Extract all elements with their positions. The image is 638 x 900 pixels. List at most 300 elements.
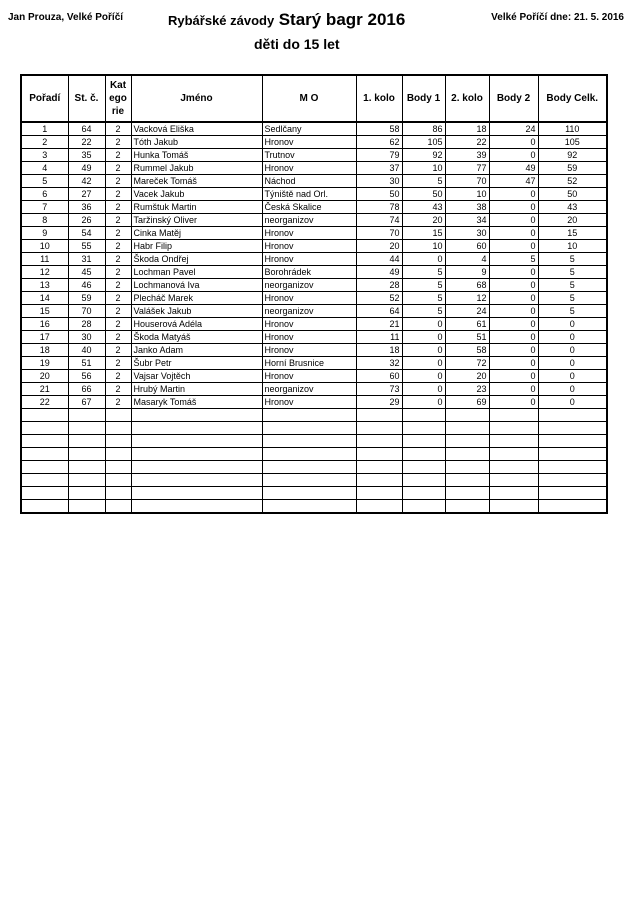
empty-cell [356,500,402,514]
empty-cell [131,500,262,514]
empty-cell [445,435,489,448]
cell-celk: 105 [538,136,607,149]
cell-kolo1: 73 [356,383,402,396]
cell-body1: 5 [402,175,445,188]
cell-celk: 92 [538,149,607,162]
cell-mo: Česká Skalice [262,201,356,214]
cell-jmeno: Vacek Jakub [131,188,262,201]
cell-mo: Hronov [262,396,356,409]
cell-celk: 0 [538,357,607,370]
cell-kat: 2 [105,149,131,162]
cell-mo: neorganizov [262,383,356,396]
cell-mo: Hronov [262,240,356,253]
cell-kolo1: 29 [356,396,402,409]
cell-mo: Borohrádek [262,266,356,279]
cell-jmeno: Lochmanová Iva [131,279,262,292]
cell-kolo2: 70 [445,175,489,188]
cell-st: 70 [68,305,105,318]
cell-kat: 2 [105,227,131,240]
cell-kolo2: 77 [445,162,489,175]
table-row [21,214,607,227]
cell-st: 27 [68,188,105,201]
cell-body1: 0 [402,370,445,383]
cell-mo: Hronov [262,162,356,175]
table-body [21,122,607,513]
cell-body2: 0 [489,344,538,357]
empty-cell [21,409,68,422]
empty-row [21,500,607,514]
cell-jmeno: Masaryk Tomáš [131,396,262,409]
empty-cell [105,448,131,461]
cell-jmeno: Taržinský Oliver [131,214,262,227]
table-row [21,344,607,357]
empty-cell [445,500,489,514]
cell-body1: 5 [402,279,445,292]
cell-body2: 0 [489,305,538,318]
cell-poradi: 3 [21,149,68,162]
empty-cell [356,448,402,461]
empty-row [21,461,607,474]
col-header-kategorie-line1: Kat [109,80,127,91]
cell-mo: Horní Brusnice [262,357,356,370]
cell-st: 26 [68,214,105,227]
empty-cell [105,500,131,514]
col-header-kategorie-line3: rie [111,106,125,117]
cell-st: 35 [68,149,105,162]
cell-mo: Hronov [262,344,356,357]
cell-body1: 20 [402,214,445,227]
cell-kat: 2 [105,122,131,136]
empty-cell [538,435,607,448]
cell-kolo2: 18 [445,122,489,136]
cell-kolo2: 10 [445,188,489,201]
cell-kolo1: 20 [356,240,402,253]
cell-st: 30 [68,331,105,344]
cell-mo: Hronov [262,318,356,331]
cell-poradi: 9 [21,227,68,240]
cell-kolo2: 20 [445,370,489,383]
empty-cell [262,461,356,474]
cell-mo: neorganizov [262,279,356,292]
empty-cell [489,474,538,487]
empty-cell [445,409,489,422]
cell-kolo1: 58 [356,122,402,136]
table-row [21,331,607,344]
empty-cell [402,448,445,461]
empty-cell [21,435,68,448]
empty-cell [445,448,489,461]
empty-cell [402,474,445,487]
table-row [21,162,607,175]
cell-body2: 0 [489,266,538,279]
cell-body1: 5 [402,266,445,279]
cell-kolo1: 79 [356,149,402,162]
cell-st: 64 [68,122,105,136]
empty-row [21,409,607,422]
cell-poradi: 6 [21,188,68,201]
empty-cell [68,435,105,448]
cell-jmeno: Škoda Matyáš [131,331,262,344]
empty-cell [262,474,356,487]
empty-cell [402,500,445,514]
cell-poradi: 7 [21,201,68,214]
empty-cell [356,461,402,474]
empty-cell [21,474,68,487]
cell-body1: 0 [402,331,445,344]
cell-kolo1: 70 [356,227,402,240]
cell-celk: 52 [538,175,607,188]
col-header-body1: Body 1 [402,75,445,122]
cell-jmeno: Vacková Eliška [131,122,262,136]
cell-kolo1: 64 [356,305,402,318]
cell-jmeno: Mareček Tomáš [131,175,262,188]
cell-body2: 0 [489,149,538,162]
cell-kolo1: 44 [356,253,402,266]
results-table [20,74,608,514]
cell-jmeno: Hunka Tomáš [131,149,262,162]
cell-celk: 0 [538,344,607,357]
cell-mo: Trutnov [262,149,356,162]
table-row [21,266,607,279]
cell-poradi: 13 [21,279,68,292]
empty-cell [68,474,105,487]
cell-kolo2: 60 [445,240,489,253]
empty-cell [489,461,538,474]
empty-cell [262,422,356,435]
table-row [21,292,607,305]
table-row [21,383,607,396]
cell-body2: 0 [489,136,538,149]
cell-st: 66 [68,383,105,396]
empty-cell [131,448,262,461]
cell-kolo1: 11 [356,331,402,344]
cell-body2: 0 [489,227,538,240]
cell-body2: 0 [489,188,538,201]
cell-body1: 0 [402,383,445,396]
cell-kat: 2 [105,175,131,188]
cell-kolo2: 72 [445,357,489,370]
cell-body1: 10 [402,240,445,253]
empty-cell [68,461,105,474]
cell-kolo1: 62 [356,136,402,149]
empty-cell [356,487,402,500]
cell-celk: 0 [538,331,607,344]
cell-body2: 0 [489,370,538,383]
col-header-kolo1: 1. kolo [356,75,402,122]
cell-poradi: 12 [21,266,68,279]
cell-celk: 5 [538,253,607,266]
empty-cell [356,409,402,422]
cell-body2: 47 [489,175,538,188]
cell-kolo2: 61 [445,318,489,331]
cell-kat: 2 [105,383,131,396]
cell-celk: 43 [538,201,607,214]
empty-cell [131,487,262,500]
cell-kolo2: 69 [445,396,489,409]
cell-st: 67 [68,396,105,409]
empty-cell [445,422,489,435]
cell-mo: Hronov [262,331,356,344]
empty-cell [105,422,131,435]
cell-kat: 2 [105,214,131,227]
title-main: Starý bagr 2016 [278,10,406,29]
cell-body2: 5 [489,253,538,266]
empty-cell [131,461,262,474]
empty-cell [445,487,489,500]
empty-cell [538,461,607,474]
col-header-poradi: Pořadí [21,75,68,122]
cell-mo: Sedlčany [262,122,356,136]
empty-cell [402,487,445,500]
empty-cell [68,448,105,461]
cell-jmeno: Cinka Matěj [131,227,262,240]
cell-body1: 43 [402,201,445,214]
empty-cell [489,435,538,448]
empty-cell [538,448,607,461]
col-header-st: St. č. [68,75,105,122]
cell-st: 54 [68,227,105,240]
cell-kolo1: 60 [356,370,402,383]
cell-jmeno: Janko Adam [131,344,262,357]
cell-body2: 0 [489,279,538,292]
col-header-kolo2: 2. kolo [445,75,489,122]
cell-body2: 24 [489,122,538,136]
cell-celk: 5 [538,266,607,279]
cell-poradi: 16 [21,318,68,331]
cell-body1: 5 [402,305,445,318]
empty-cell [105,435,131,448]
cell-body2: 0 [489,331,538,344]
empty-cell [21,487,68,500]
cell-kolo1: 78 [356,201,402,214]
cell-body2: 0 [489,201,538,214]
cell-poradi: 17 [21,331,68,344]
cell-st: 46 [68,279,105,292]
cell-body2: 0 [489,383,538,396]
cell-celk: 0 [538,370,607,383]
cell-body1: 10 [402,162,445,175]
cell-kat: 2 [105,318,131,331]
cell-kat: 2 [105,279,131,292]
col-header-jmeno: Jméno [131,75,262,122]
cell-mo: Hronov [262,370,356,383]
empty-cell [402,461,445,474]
empty-row [21,435,607,448]
cell-body1: 86 [402,122,445,136]
empty-cell [68,409,105,422]
empty-cell [538,422,607,435]
cell-body2: 49 [489,162,538,175]
empty-cell [489,487,538,500]
empty-cell [131,422,262,435]
col-header-kategorie [105,75,131,122]
empty-cell [445,474,489,487]
empty-cell [356,435,402,448]
cell-jmeno: Tóth Jakub [131,136,262,149]
cell-kolo1: 50 [356,188,402,201]
cell-mo: Týniště nad Orl. [262,188,356,201]
category-subtitle: děti do 15 let [254,36,340,52]
empty-cell [21,500,68,514]
cell-kolo1: 37 [356,162,402,175]
col-header-celk: Body Celk. [538,75,607,122]
cell-celk: 0 [538,383,607,396]
cell-body1: 105 [402,136,445,149]
cell-kolo1: 18 [356,344,402,357]
empty-row [21,474,607,487]
cell-st: 49 [68,162,105,175]
cell-st: 28 [68,318,105,331]
table-row [21,396,607,409]
empty-cell [262,409,356,422]
cell-kat: 2 [105,253,131,266]
cell-mo: Náchod [262,175,356,188]
cell-celk: 59 [538,162,607,175]
cell-kat: 2 [105,240,131,253]
cell-poradi: 11 [21,253,68,266]
empty-cell [68,422,105,435]
empty-cell [445,461,489,474]
cell-kat: 2 [105,344,131,357]
cell-kolo2: 24 [445,305,489,318]
cell-jmeno: Rumštuk Martin [131,201,262,214]
table-row [21,136,607,149]
cell-kolo1: 30 [356,175,402,188]
table-row [21,279,607,292]
cell-jmeno: Hrubý Martin [131,383,262,396]
cell-poradi: 8 [21,214,68,227]
cell-kat: 2 [105,266,131,279]
date-label: Velké Poříčí dne: 21. 5. 2016 [491,12,624,23]
table-row [21,188,607,201]
cell-kolo2: 39 [445,149,489,162]
table-row [21,227,607,240]
cell-jmeno: Šubr Petr [131,357,262,370]
cell-celk: 5 [538,292,607,305]
cell-body1: 50 [402,188,445,201]
empty-cell [356,422,402,435]
cell-body1: 92 [402,149,445,162]
cell-st: 42 [68,175,105,188]
organizer-label: Jan Prouza, Velké Poříčí [8,12,124,23]
empty-cell [262,435,356,448]
empty-cell [131,435,262,448]
cell-st: 45 [68,266,105,279]
table-row [21,253,607,266]
empty-cell [489,500,538,514]
cell-kat: 2 [105,201,131,214]
cell-body1: 0 [402,253,445,266]
empty-cell [105,409,131,422]
col-header-mo: M O [262,75,356,122]
cell-celk: 50 [538,188,607,201]
empty-cell [105,474,131,487]
empty-cell [489,422,538,435]
empty-cell [21,448,68,461]
cell-kolo2: 51 [445,331,489,344]
empty-cell [131,474,262,487]
cell-celk: 20 [538,214,607,227]
empty-cell [21,422,68,435]
cell-kat: 2 [105,188,131,201]
table-row [21,357,607,370]
cell-kat: 2 [105,396,131,409]
cell-kolo2: 9 [445,266,489,279]
title-prefix: Rybářské závody [168,13,275,28]
table-row [21,318,607,331]
table-row [21,122,607,136]
cell-kolo1: 28 [356,279,402,292]
cell-jmeno: Habr Filip [131,240,262,253]
cell-st: 31 [68,253,105,266]
cell-kolo1: 49 [356,266,402,279]
cell-st: 59 [68,292,105,305]
cell-st: 56 [68,370,105,383]
cell-celk: 0 [538,396,607,409]
empty-cell [262,448,356,461]
cell-body2: 0 [489,214,538,227]
cell-jmeno: Valášek Jakub [131,305,262,318]
cell-poradi: 2 [21,136,68,149]
cell-celk: 0 [538,318,607,331]
cell-body2: 0 [489,240,538,253]
cell-poradi: 21 [21,383,68,396]
cell-st: 51 [68,357,105,370]
empty-cell [21,461,68,474]
table-row [21,149,607,162]
cell-body1: 0 [402,396,445,409]
page-title [168,10,468,30]
empty-cell [538,474,607,487]
cell-kolo2: 68 [445,279,489,292]
table-row [21,240,607,253]
empty-cell [68,500,105,514]
cell-body2: 0 [489,396,538,409]
cell-poradi: 18 [21,344,68,357]
empty-cell [402,422,445,435]
cell-jmeno: Houserová Adéla [131,318,262,331]
cell-celk: 110 [538,122,607,136]
empty-cell [262,500,356,514]
cell-poradi: 19 [21,357,68,370]
cell-jmeno: Lochman Pavel [131,266,262,279]
cell-kat: 2 [105,370,131,383]
cell-mo: Hronov [262,292,356,305]
cell-kolo2: 12 [445,292,489,305]
cell-body2: 0 [489,318,538,331]
cell-body1: 0 [402,344,445,357]
empty-row [21,422,607,435]
cell-mo: Hronov [262,136,356,149]
empty-cell [402,409,445,422]
cell-kolo2: 22 [445,136,489,149]
cell-kat: 2 [105,136,131,149]
empty-cell [262,487,356,500]
table-row [21,370,607,383]
cell-body1: 0 [402,357,445,370]
cell-body1: 5 [402,292,445,305]
cell-mo: Hronov [262,227,356,240]
cell-poradi: 20 [21,370,68,383]
empty-cell [402,435,445,448]
cell-kolo1: 74 [356,214,402,227]
cell-jmeno: Vajsar Vojtěch [131,370,262,383]
empty-cell [538,487,607,500]
cell-kolo2: 4 [445,253,489,266]
cell-st: 55 [68,240,105,253]
cell-st: 36 [68,201,105,214]
empty-cell [356,474,402,487]
